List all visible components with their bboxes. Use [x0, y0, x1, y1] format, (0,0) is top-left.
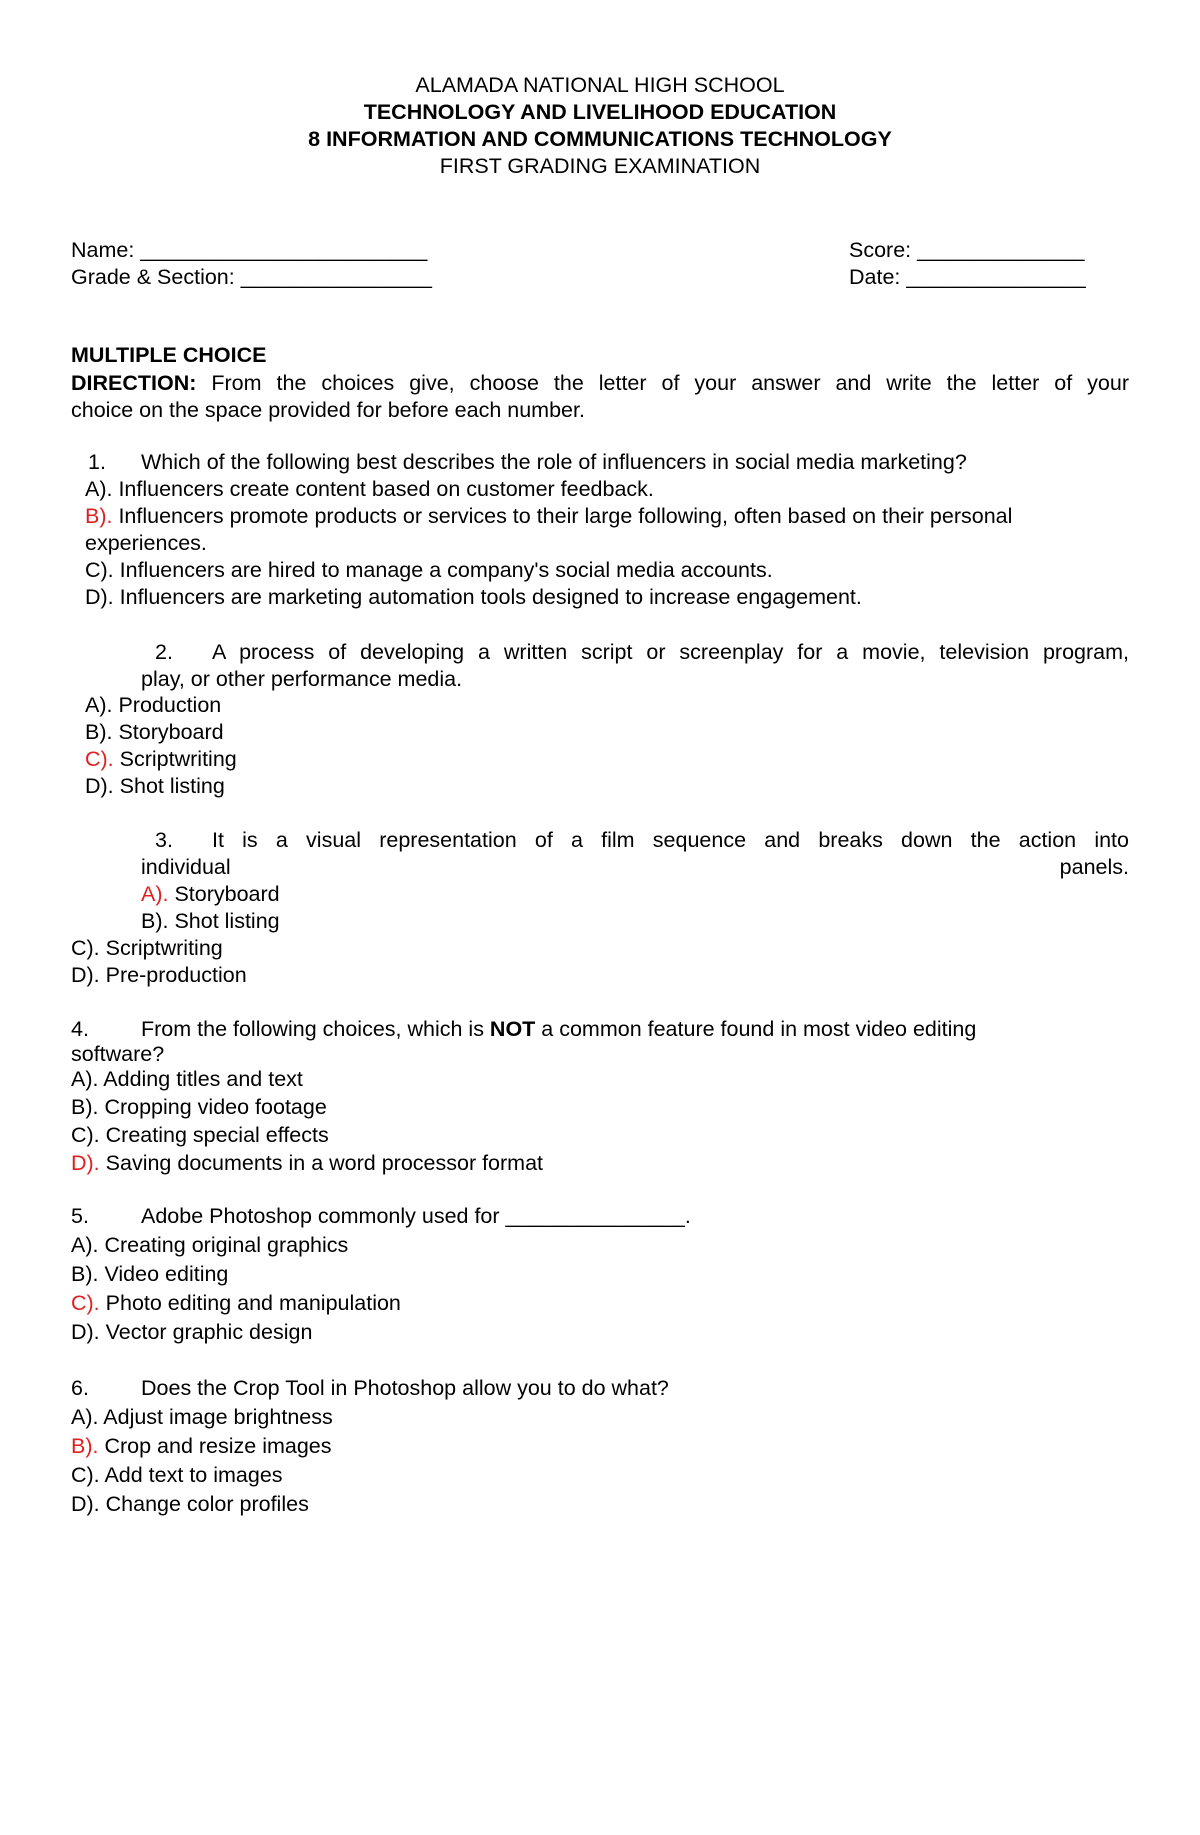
q1-choice-a	[85, 476, 654, 502]
q6-choice-b	[71, 1433, 332, 1459]
q4-choice-d	[71, 1150, 543, 1176]
date-field: Date: _______________	[849, 265, 1086, 289]
q2-choice-c	[85, 746, 237, 772]
question-6-text: Does the Crop Tool in Photoshop allow you to do what?	[141, 1376, 669, 1400]
choice-text: Storyboard	[112, 720, 224, 744]
q3-choice-d	[71, 962, 247, 988]
question-3-text-cont-b: panels.	[1059, 855, 1129, 879]
choice-letter-correct: C).	[71, 1291, 100, 1315]
q4-choice-c	[71, 1122, 329, 1148]
question-2-number: 2.	[155, 640, 173, 664]
choice-text: Add text to images	[99, 1463, 283, 1487]
question-5-number: 5.	[71, 1204, 89, 1228]
q3-choice-c	[71, 935, 223, 961]
choice-letter: C).	[85, 558, 114, 582]
question-4-text	[141, 1016, 976, 1042]
question-3-text-cont-a: individual	[141, 855, 231, 879]
choice-text: Influencers are hired to manage a company's social media accounts.	[113, 558, 773, 582]
q3-choice-b	[141, 908, 280, 934]
question-6-number: 6.	[71, 1376, 89, 1400]
direction-line-2: choice on the space provided for before each number.	[71, 398, 585, 422]
choice-text: Shot listing	[113, 774, 225, 798]
question-3-number: 3.	[155, 828, 173, 852]
q6-choice-c	[71, 1462, 283, 1488]
choice-letter: A).	[85, 693, 113, 717]
exam-title: FIRST GRADING EXAMINATION	[439, 154, 761, 178]
choice-letter: D).	[71, 1320, 100, 1344]
question-2-text-cont: play, or other performance media.	[141, 667, 463, 691]
choice-letter: B).	[141, 909, 169, 933]
choice-letter-correct: D).	[71, 1151, 100, 1175]
q4-choice-b	[71, 1094, 327, 1120]
choice-text: Saving documents in a word processor format	[99, 1151, 544, 1175]
choice-letter: D).	[85, 585, 114, 609]
choice-letter: C).	[71, 1123, 100, 1147]
choice-letter: A).	[71, 1067, 99, 1091]
question-4-number: 4.	[71, 1017, 89, 1041]
choice-text: Storyboard	[168, 882, 280, 906]
choice-text: Influencers create content based on customer feedback.	[112, 477, 654, 501]
choice-text: Scriptwriting	[113, 747, 237, 771]
choice-text: Photo editing and manipulation	[99, 1291, 401, 1315]
q2-choice-a	[85, 692, 221, 718]
choice-text: Vector graphic design	[99, 1320, 313, 1344]
choice-text: Pre-production	[99, 963, 247, 987]
choice-letter: D).	[71, 1492, 100, 1516]
question-5-text: Adobe Photoshop commonly used for _______________.	[141, 1204, 691, 1228]
choice-text: Scriptwriting	[99, 936, 223, 960]
direction-line-1	[71, 370, 1129, 396]
choice-text: Influencers promote products or services to their large following, often based on their personal	[112, 504, 1013, 528]
section-title: MULTIPLE CHOICE	[71, 343, 267, 367]
choice-text: Change color profiles	[99, 1492, 309, 1516]
q4-text-before: From the following choices, which is	[141, 1017, 490, 1041]
direction-text: From the choices give, choose the letter of your answer and write the letter of your	[196, 371, 1129, 395]
course-title: 8 INFORMATION AND COMMUNICATIONS TECHNOLOGY	[308, 127, 892, 151]
choice-letter: C).	[71, 936, 100, 960]
choice-letter-correct: B).	[85, 504, 113, 528]
q5-choice-b	[71, 1261, 228, 1287]
q3-choice-a	[141, 881, 280, 907]
q5-choice-d	[71, 1319, 312, 1345]
q1-choice-b	[85, 503, 1012, 529]
choice-letter: B).	[85, 720, 113, 744]
choice-letter: C).	[71, 1463, 100, 1487]
choice-text: Video editing	[98, 1262, 229, 1286]
choice-letter-correct: B).	[71, 1434, 99, 1458]
choice-letter: B).	[71, 1262, 99, 1286]
q4-choice-a	[71, 1066, 303, 1092]
q5-choice-a	[71, 1232, 348, 1258]
question-1-text: Which of the following best describes the role of influencers in social media marketing?	[141, 450, 967, 474]
q2-choice-b	[85, 719, 224, 745]
choice-letter-correct: A).	[141, 882, 169, 906]
choice-text: Influencers are marketing automation tools designed to increase engagement.	[113, 585, 862, 609]
choice-letter: D).	[85, 774, 114, 798]
grade-section-field: Grade & Section: ________________	[71, 265, 433, 289]
choice-letter: A).	[85, 477, 113, 501]
q5-choice-c	[71, 1290, 401, 1316]
question-1-number: 1.	[88, 450, 106, 474]
question-2-text: A process of developing a written script or screenplay for a movie, television program,	[212, 640, 1129, 664]
question-4-text-cont: software?	[71, 1042, 165, 1066]
choice-letter: A).	[71, 1233, 99, 1257]
direction-label: DIRECTION:	[71, 371, 197, 395]
school-name: ALAMADA NATIONAL HIGH SCHOOL	[415, 73, 785, 97]
question-3-text: It is a visual representation of a film sequence and breaks down the action into	[212, 828, 1129, 852]
q1-choice-d	[85, 584, 862, 610]
choice-letter-correct: C).	[85, 747, 114, 771]
score-field: Score: ______________	[849, 238, 1085, 262]
choice-text: Creating special effects	[99, 1123, 329, 1147]
name-field: Name: ________________________	[71, 238, 428, 262]
q1-choice-b-cont: experiences.	[85, 531, 207, 555]
choice-text: Shot listing	[168, 909, 280, 933]
choice-text: Cropping video footage	[98, 1095, 327, 1119]
choice-letter: D).	[71, 963, 100, 987]
q1-choice-c	[85, 557, 773, 583]
subject-title: TECHNOLOGY AND LIVELIHOOD EDUCATION	[363, 100, 837, 124]
choice-text: Production	[112, 693, 222, 717]
choice-letter: B).	[71, 1095, 99, 1119]
q2-choice-d	[85, 773, 225, 799]
choice-letter: A).	[71, 1405, 99, 1429]
q4-text-after: a common feature found in most video editing	[535, 1017, 977, 1041]
choice-text: Crop and resize images	[98, 1434, 332, 1458]
q4-text-bold: NOT	[489, 1017, 536, 1041]
q6-choice-d	[71, 1491, 309, 1517]
q6-choice-a	[71, 1404, 333, 1430]
choice-text: Creating original graphics	[98, 1233, 349, 1257]
choice-text: Adding titles and text	[98, 1067, 303, 1091]
choice-text: Adjust image brightness	[98, 1405, 333, 1429]
